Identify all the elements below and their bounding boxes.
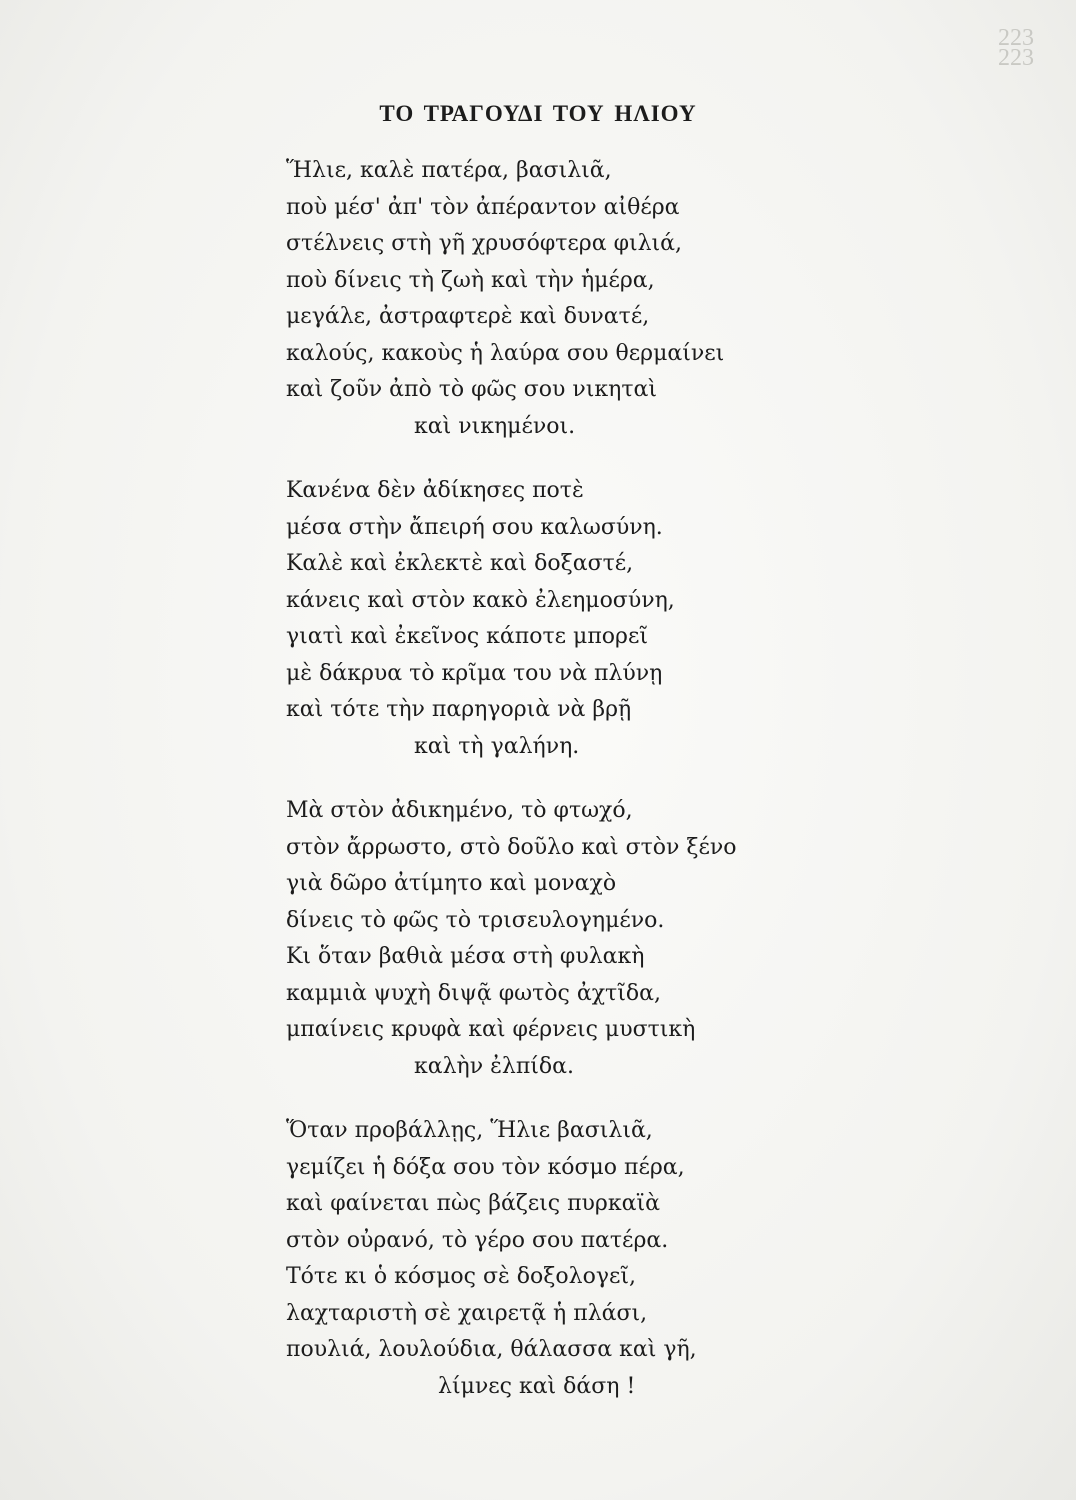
poem-line: στὸν οὐρανό, τὸ γέρο σου πατέρα. [286,1227,669,1253]
poem-line: μπαίνεις κρυφὰ καὶ φέρνεις μυστικὴ [286,1017,696,1042]
poem-line: μεγάλε, ἀστραφτερὲ καὶ δυνατέ, [286,304,650,329]
page-number-bleed: 223 [998,25,1034,51]
poem-line: ποὺ μέσ' ἀπ' τὸν ἀπέραντον αἰθέρα [286,194,680,220]
poem-line: πουλιά, λουλούδια, θάλασσα καὶ γῆ, [286,1337,697,1362]
page-number [998,25,1034,71]
poem-line: καμμιὰ ψυχὴ διψᾷ φωτὸς ἀχτῖδα, [286,980,661,1006]
poem-line: Ἥλιε, καλὲ πατέρα, βασιλιᾶ, [286,158,612,183]
poem-line: ποὺ δίνεις τὴ ζωὴ καὶ τὴν ἡμέρα, [286,267,655,293]
stanza-1 [286,153,906,445]
poem-line: Ὅταν προβάλλῃς, Ἥλιε βασιλιᾶ, [286,1118,653,1143]
poem-line-refrain: καλὴν ἐλπίδα. [414,1053,575,1079]
stanza-4 [286,1113,906,1405]
poem-line: καὶ ζοῦν ἀπὸ τὸ φῶς σου νικηταὶ [286,377,657,402]
poem-line: λαχταριστὴ σὲ χαιρετᾷ ἡ πλάσι, [286,1300,648,1326]
poem-line: Καλὲ καὶ ἐκλεκτὲ καὶ δοξαστέ, [286,551,634,576]
poem-line: μὲ δάκρυα τὸ κρῖμα του νὰ πλύνῃ [286,660,663,686]
poem-line: κάνεις καὶ στὸν κακὸ ἐλεημοσύνη, [286,587,675,613]
poem-line-refrain: καὶ νικημένοι. [414,413,576,439]
poem-body [286,153,906,1405]
poem-line: δίνεις τὸ φῶς τὸ τρισευλογημένο. [286,907,665,933]
poem-line: Μὰ στὸν ἀδικημένο, τὸ φτωχό, [286,798,633,823]
poem-line: Τότε κι ὁ κόσμος σὲ δοξολογεῖ, [286,1264,636,1289]
poem-line: γιατὶ καὶ ἐκεῖνος κάποτε μπορεῖ [286,624,648,649]
poem-line-refrain: καὶ τὴ γαλήνη. [414,733,580,759]
poem-line: στέλνεις στὴ γῆ χρυσόφτερα φιλιά, [286,231,683,256]
poem-line: καλούς, κακοὺς ἡ λαύρα σου θερμαίνει [286,340,725,366]
stanza-2 [286,473,906,765]
poem-line: στὸν ἄρρωστο, στὸ δοῦλο καὶ στὸν ξένο [286,834,737,860]
page-number-main: 223 [998,45,1034,71]
stanza-3 [286,793,906,1085]
poem-line: γεμίζει ἡ δόξα σου τὸν κόσμο πέρα, [286,1154,685,1180]
poem-line: Κανένα δὲν ἀδίκησες ποτὲ [286,478,584,503]
poem-title: ΤΟ ΤΡΑΓΟΥΔΙ ΤΟΥ ΗΛΙΟΥ [379,101,697,126]
poem-line: Κι ὅταν βαθιὰ μέσα στὴ φυλακὴ [286,944,645,969]
poem-line: γιὰ δῶρο ἀτίμητο καὶ μοναχὸ [286,871,617,896]
poem-line-refrain: λίμνες καὶ δάση ! [438,1373,636,1399]
poem-line: καὶ τότε τὴν παρηγοριὰ νὰ βρῇ [286,697,632,722]
poem-line: μέσα στὴν ἄπειρή σου καλωσύνη. [286,514,663,540]
poem-line: καὶ φαίνεται πὼς βάζεις πυρκαϊὰ [286,1191,660,1216]
